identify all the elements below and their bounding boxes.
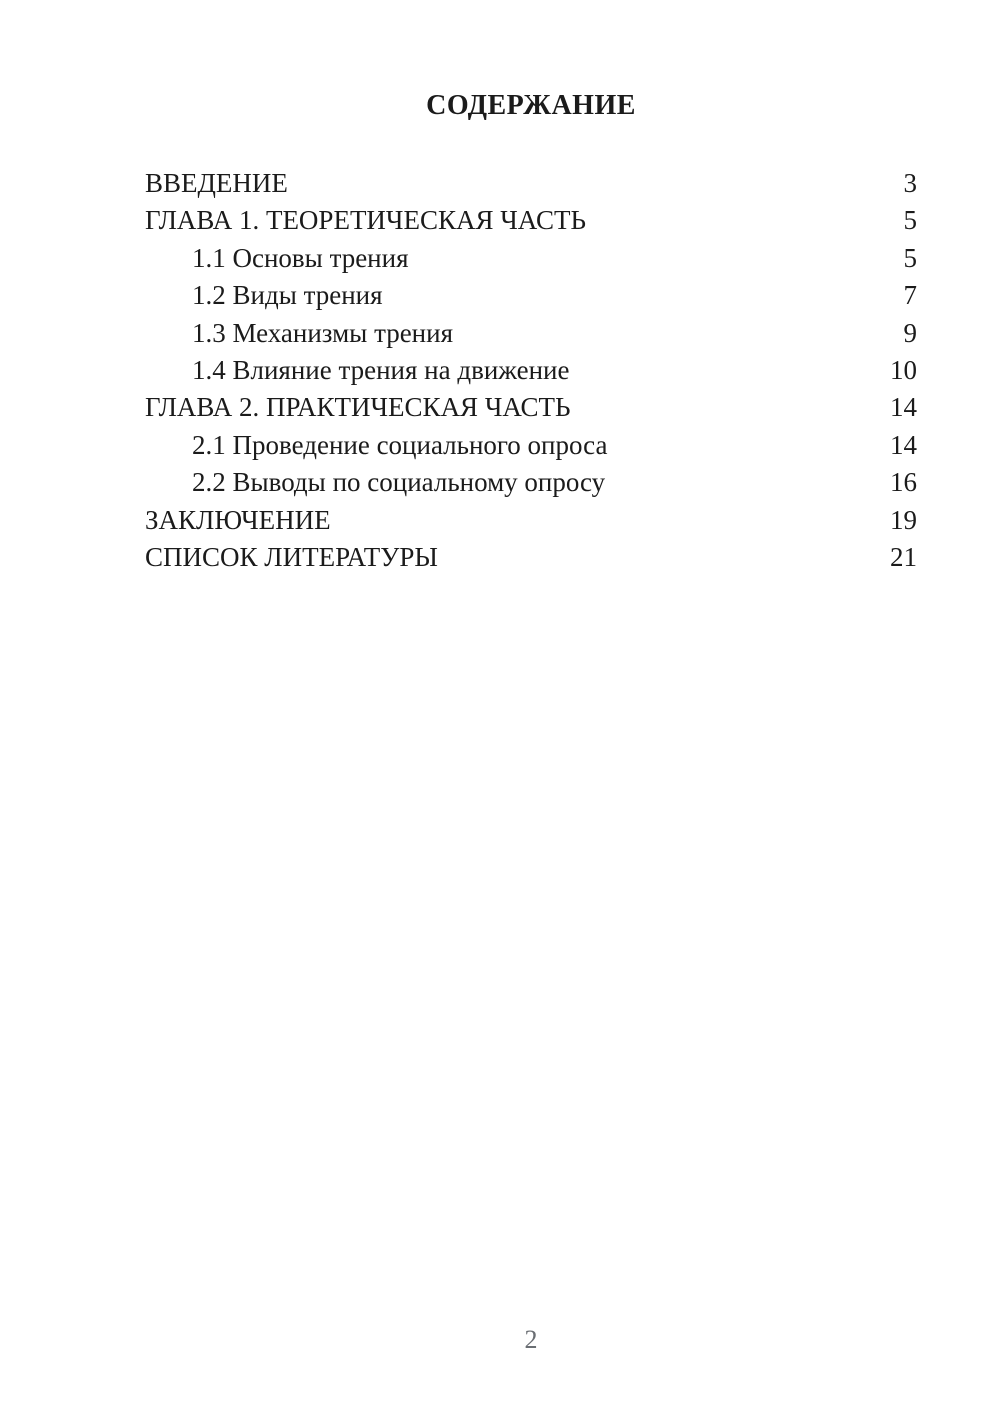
- toc-entry-page: 21: [890, 541, 917, 572]
- table-of-contents: [145, 165, 917, 576]
- toc-entry-label: 1.2 Виды трения: [192, 280, 383, 311]
- toc-entry: [145, 352, 917, 389]
- toc-entry-label: 2.2 Выводы по социальному опросу: [192, 467, 606, 498]
- toc-entry: [145, 502, 917, 539]
- toc-entry-page: 14: [890, 429, 917, 460]
- toc-entry: [145, 315, 917, 352]
- toc-entry-label: ВВЕДЕНИЕ: [145, 168, 288, 198]
- toc-entry: [145, 240, 917, 277]
- toc-entry-label: 2.1 Проведение социального опроса: [192, 429, 608, 460]
- toc-entry-label: 1.3 Механизмы трения: [192, 317, 453, 348]
- toc-entry-label: 1.4 Влияние трения на движение: [192, 354, 570, 385]
- toc-entry-label: ГЛАВА 1. ТЕОРЕТИЧЕСКАЯ ЧАСТЬ: [145, 205, 586, 236]
- page-title: СОДЕРЖАНИЕ: [426, 90, 636, 121]
- toc-entry-page: 19: [890, 504, 917, 535]
- toc-entry-page: 16: [890, 467, 917, 498]
- toc-entry-page: 5: [903, 205, 917, 236]
- toc-entry-label: СПИСОК ЛИТЕРАТУРЫ: [145, 541, 438, 572]
- toc-entry: [145, 464, 917, 501]
- toc-entry-label: 1.1 Основы трения: [192, 242, 409, 273]
- toc-entry-page: 7: [903, 280, 917, 311]
- footer-page-number: 2: [524, 1325, 538, 1354]
- toc-entry-page: 10: [890, 354, 917, 385]
- toc-entry: [145, 389, 917, 426]
- toc-entry-page: 9: [903, 317, 917, 348]
- toc-entry: [145, 202, 917, 239]
- toc-entry-page: 14: [890, 392, 917, 423]
- toc-entry: [145, 427, 917, 464]
- toc-entry-label: ЗАКЛЮЧЕНИЕ: [145, 504, 331, 535]
- toc-entry: [145, 277, 917, 314]
- toc-entry-page: 3: [903, 168, 917, 198]
- toc-entry: [145, 539, 917, 576]
- toc-entry-page: 5: [903, 242, 917, 273]
- toc-entry-label: ГЛАВА 2. ПРАКТИЧЕСКАЯ ЧАСТЬ: [145, 392, 571, 423]
- toc-entry: [145, 165, 917, 202]
